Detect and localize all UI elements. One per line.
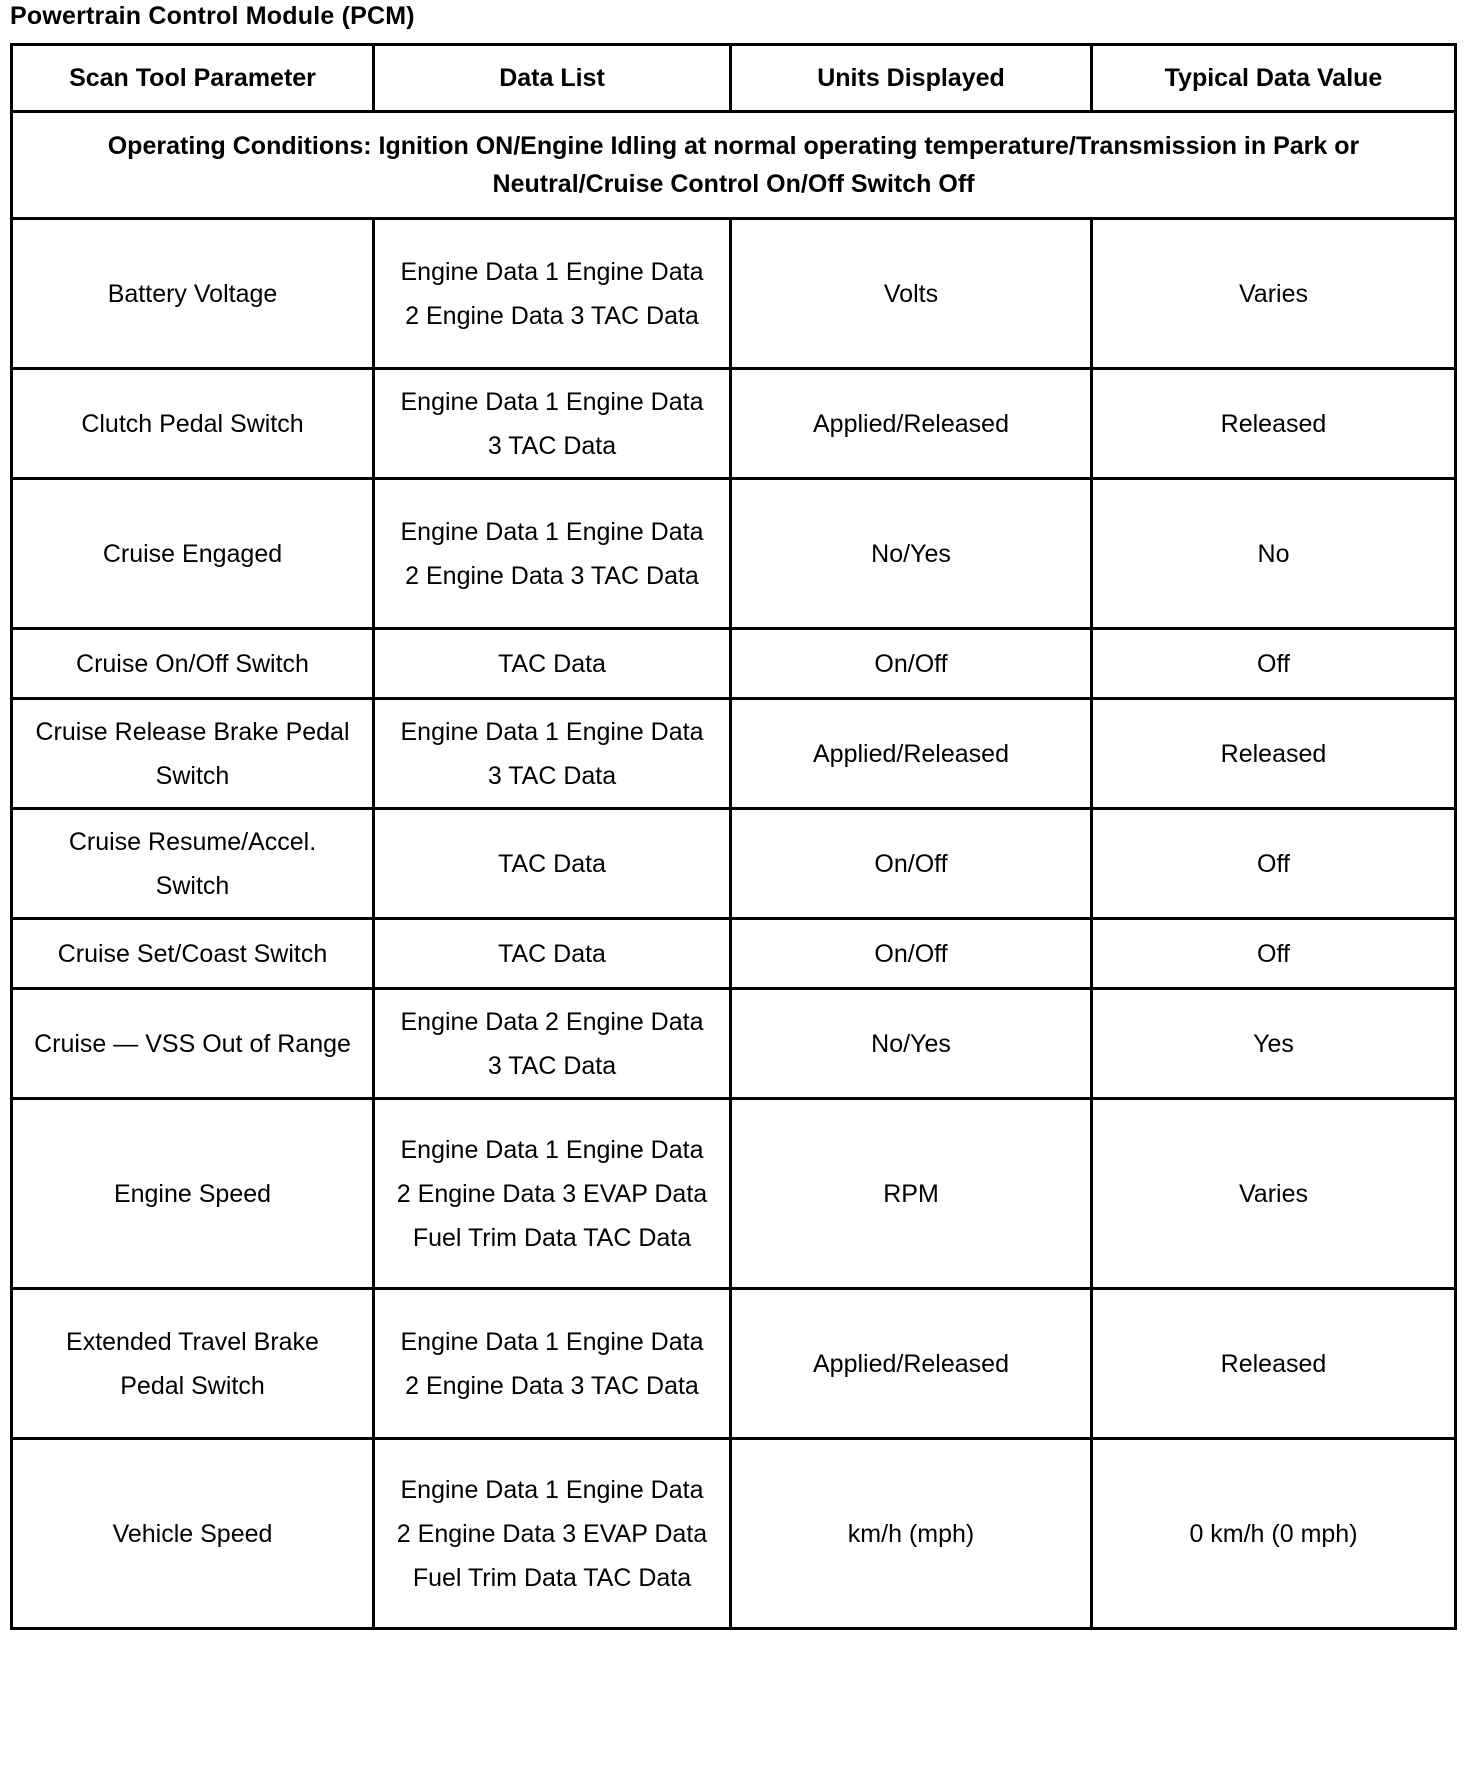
data-list-cell: Engine Data 1 Engine Data 2 Engine Data 3 EVAP Data Fuel Trim Data TAC Data xyxy=(374,1099,731,1289)
typical-value-cell: Released xyxy=(1092,369,1456,479)
data-list-cell: Engine Data 2 Engine Data 3 TAC Data xyxy=(374,989,731,1099)
table-row xyxy=(12,1289,1456,1439)
data-list-cell: Engine Data 1 Engine Data 2 Engine Data 3 EVAP Data Fuel Trim Data TAC Data xyxy=(374,1439,731,1629)
units-cell: km/h (mph) xyxy=(731,1439,1092,1629)
units-cell: On/Off xyxy=(731,809,1092,919)
parameter-cell: Cruise Resume/Accel. Switch xyxy=(12,809,374,919)
typical-value-cell: Off xyxy=(1092,629,1456,699)
data-list-cell: TAC Data xyxy=(374,629,731,699)
parameter-cell: Cruise Set/Coast Switch xyxy=(12,919,374,989)
units-cell: RPM xyxy=(731,1099,1092,1289)
parameter-cell: Cruise Release Brake Pedal Switch xyxy=(12,699,374,809)
table-row xyxy=(12,919,1456,989)
pcm-data-table xyxy=(10,43,1457,1630)
units-cell: Volts xyxy=(731,219,1092,369)
parameter-cell: Battery Voltage xyxy=(12,219,374,369)
data-list-cell: TAC Data xyxy=(374,809,731,919)
parameter-cell: Clutch Pedal Switch xyxy=(12,369,374,479)
table-body xyxy=(12,112,1456,1629)
typical-value-cell: Varies xyxy=(1092,219,1456,369)
typical-value-cell: Released xyxy=(1092,699,1456,809)
units-cell: On/Off xyxy=(731,919,1092,989)
parameter-cell: Cruise On/Off Switch xyxy=(12,629,374,699)
typical-value-cell: Off xyxy=(1092,919,1456,989)
operating-conditions: Operating Conditions: Ignition ON/Engine Idling at normal operating temperature/Transmission in Park or Neutral/Cruise Control On/Off Switch Off xyxy=(12,112,1456,219)
parameter-cell: Vehicle Speed xyxy=(12,1439,374,1629)
page-title: Powertrain Control Module (PCM) xyxy=(10,2,415,30)
units-cell: No/Yes xyxy=(731,989,1092,1099)
units-cell: No/Yes xyxy=(731,479,1092,629)
header-typical-data-value: Typical Data Value xyxy=(1092,45,1456,112)
data-list-cell: TAC Data xyxy=(374,919,731,989)
parameter-cell: Cruise — VSS Out of Range xyxy=(12,989,374,1099)
header-row xyxy=(12,45,1456,112)
parameter-cell: Extended Travel Brake Pedal Switch xyxy=(12,1289,374,1439)
typical-value-cell: Yes xyxy=(1092,989,1456,1099)
units-cell: Applied/Released xyxy=(731,369,1092,479)
table-row xyxy=(12,809,1456,919)
units-cell: On/Off xyxy=(731,629,1092,699)
table-row xyxy=(12,369,1456,479)
typical-value-cell: Released xyxy=(1092,1289,1456,1439)
table-row xyxy=(12,699,1456,809)
header-units-displayed: Units Displayed xyxy=(731,45,1092,112)
data-list-cell: Engine Data 1 Engine Data 2 Engine Data 3 TAC Data xyxy=(374,479,731,629)
data-list-cell: Engine Data 1 Engine Data 3 TAC Data xyxy=(374,699,731,809)
table-row xyxy=(12,629,1456,699)
operating-conditions-row xyxy=(12,112,1456,219)
data-list-cell: Engine Data 1 Engine Data 3 TAC Data xyxy=(374,369,731,479)
typical-value-cell: Varies xyxy=(1092,1099,1456,1289)
header-data-list: Data List xyxy=(374,45,731,112)
typical-value-cell: 0 km/h (0 mph) xyxy=(1092,1439,1456,1629)
data-list-cell: Engine Data 1 Engine Data 2 Engine Data 3 TAC Data xyxy=(374,1289,731,1439)
typical-value-cell: Off xyxy=(1092,809,1456,919)
table-row xyxy=(12,219,1456,369)
units-cell: Applied/Released xyxy=(731,699,1092,809)
header-scan-tool-parameter: Scan Tool Parameter xyxy=(12,45,374,112)
table-row xyxy=(12,1439,1456,1629)
table-row xyxy=(12,989,1456,1099)
table-row xyxy=(12,1099,1456,1289)
parameter-cell: Cruise Engaged xyxy=(12,479,374,629)
data-list-cell: Engine Data 1 Engine Data 2 Engine Data 3 TAC Data xyxy=(374,219,731,369)
units-cell: Applied/Released xyxy=(731,1289,1092,1439)
table-row xyxy=(12,479,1456,629)
typical-value-cell: No xyxy=(1092,479,1456,629)
parameter-cell: Engine Speed xyxy=(12,1099,374,1289)
